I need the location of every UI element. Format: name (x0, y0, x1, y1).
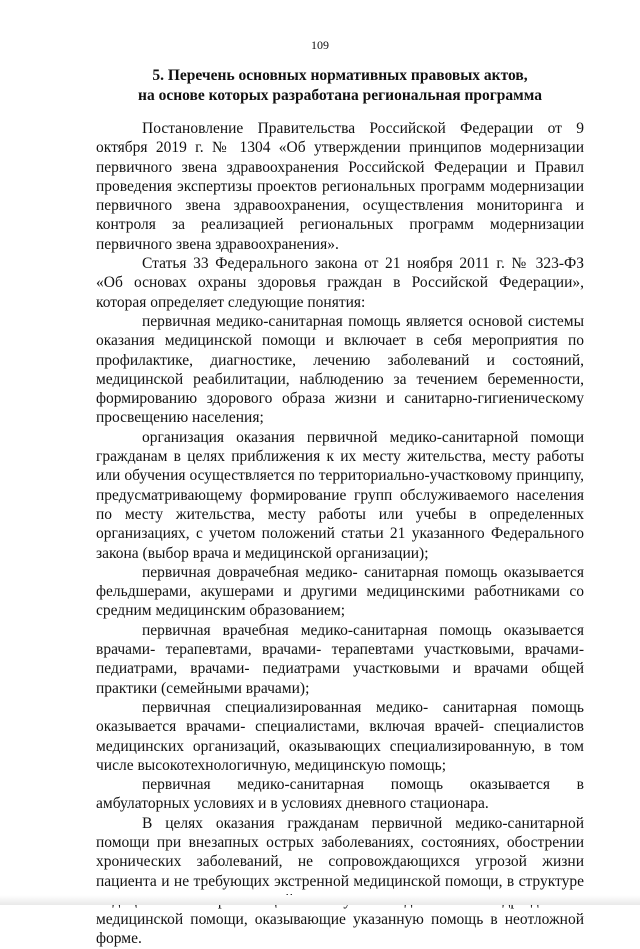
page-number: 109 (311, 38, 329, 52)
paragraph-resolution-1304: Постановление Правительства Российской Федерации от 9 октября 2019 г. № 1304 «Об утверждении принципов модернизации первичного звена здравоохранения Российской Федерации и Правил проведения экспертизы проектов региональных программ модернизации первичного звена здравоохранения, осуществления мониторинга и контроля за реализацией региональных программ модернизации первичного звена здравоохранения». (96, 120, 584, 253)
scan-bottom-edge (0, 895, 640, 905)
paragraph-pre-physician-care: первичная доврачебная медико- санитарная помощь оказывается фельдшерами, акушерами и другими медицинскими работниками со средним медицинским образованием; (96, 563, 584, 620)
section-heading-line-2: на основе которых разработана региональная программа (138, 87, 542, 104)
section-heading-line-1: 5. Перечень основных нормативных правовых актов, (152, 67, 528, 84)
paragraph-specialized-care: первичная специализированная медико- санитарная помощь оказывается врачами- специалистами, включая врачей- специалистов медицинских организаций, оказывающих специализированную, в том числе высокотехнологичную, медицинскую помощь; (96, 698, 584, 774)
section-heading (96, 66, 584, 106)
paragraph-care-organization: организация оказания первичной медико-санитарной помощи гражданам в целях приближения к их месту жительства, месту работы или обучения осуществляется по территориально-участковому принципу, предусматривающему формирование групп обслуживаемого населения по месту жительства, месту работы или учебы в определенных организациях, с учетом положений статьи 21 указанного Федерального закона (выбор врача и медицинской организации); (96, 428, 584, 562)
paragraph-care-settings: первичная медико-санитарная помощь оказывается в амбулаторных условиях и в условиях дневного стационара. (96, 776, 584, 813)
paragraph-urgent-care-units: В целях оказания гражданам первичной медико-санитарной помощи при внезапных острых заболеваниях, состояниях, обострении хронических заболеваний, не сопровождающихся угрозой жизни пациента и не требующих экстренной медицинской помощи, в структуре медицинской помощи, оказывающие указанную помощь в неотложной форме. (96, 814, 584, 948)
paragraph-article-33: Статья 33 Федерального закона от 21 ноября 2011 г. № 323-ФЗ «Об основах охраны здоровья граждан в Российской Федерации», которая определяет следующие понятия: (96, 255, 584, 311)
paragraph-primary-care-definition: первичная медико-санитарная помощь является основой системы оказания медицинской помощи и включает в себя мероприятия по профилактике, диагностике, лечению заболеваний и состояний, медицинской реабилитации, наблюдению за течением беременности, формированию здорового образа жизни и санитарно-гигиеническому просвещению населения; (96, 312, 584, 427)
paragraph-physician-care: первичная врачебная медико-санитарная помощь оказывается врачами- терапевтами, врачами- терапевтами участковыми, врачами-педиатрами, врачами- педиатрами участковыми и врачами общей практики (семейными врачами); (96, 621, 584, 697)
document-body (96, 119, 584, 949)
